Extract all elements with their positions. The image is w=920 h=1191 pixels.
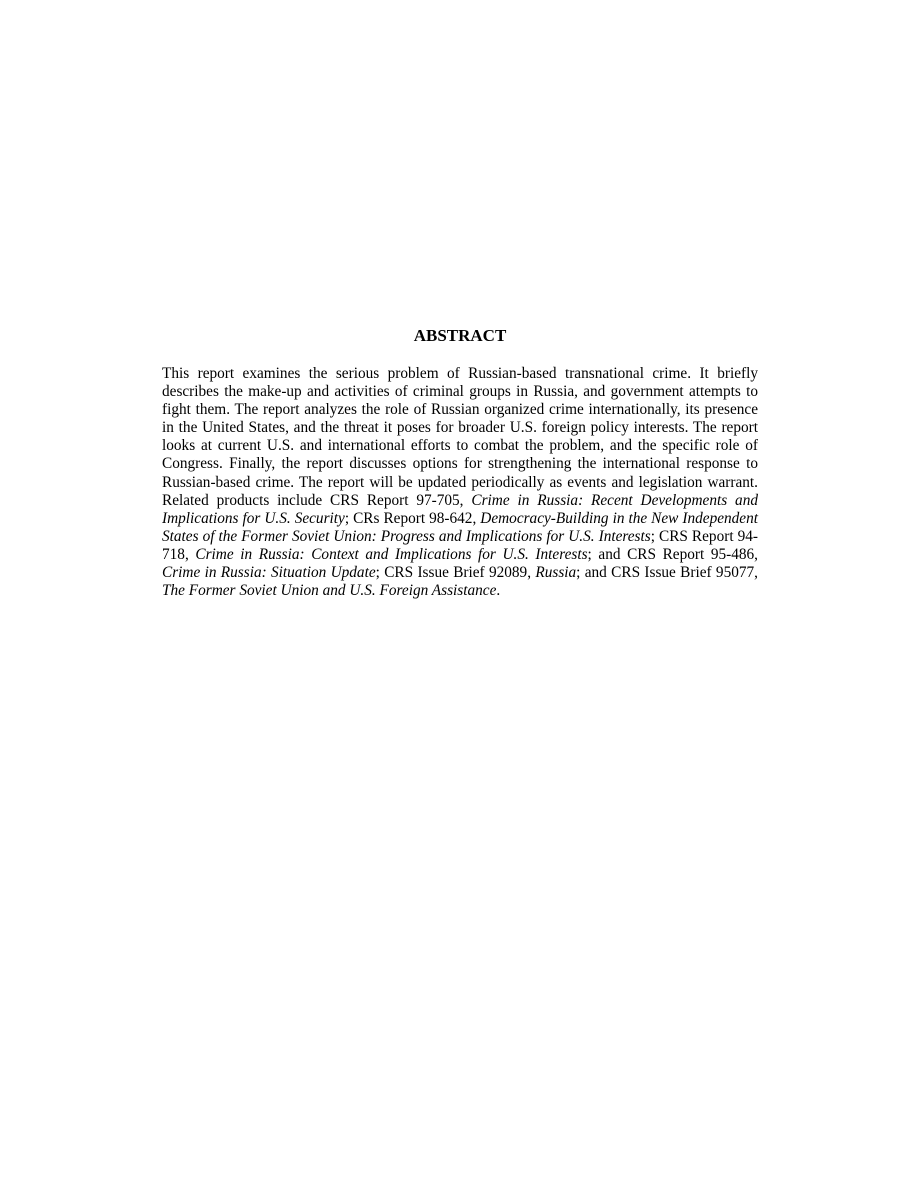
report-title-95-486: Crime in Russia: Situation Update — [162, 564, 376, 582]
report-title-98-642: Democracy-Building in the New Independent States of the Former Soviet Union: Progress and Implications for U.S. Interests — [162, 509, 758, 545]
abstract-heading: ABSTRACT — [413, 326, 507, 345]
issue-brief-title-95077: The Former Soviet Union and U.S. Foreign Assistance — [162, 582, 497, 600]
issue-brief-title-92089: Russia — [535, 564, 577, 582]
abstract-text-ref-94-718: ; CRS Report 94-718, — [162, 527, 758, 563]
abstract-text-ref-95077: ; and CRS Issue Brief 95077, — [576, 564, 758, 582]
abstract-section — [162, 326, 758, 600]
abstract-paragraph — [162, 365, 758, 600]
report-title-94-718: Crime in Russia: Context and Implications for U.S. Interests — [195, 545, 588, 563]
abstract-text-ref-95-486: ; and CRS Report 95-486, — [587, 545, 759, 563]
abstract-text-intro: This report examines the serious problem of Russian-based transnational crime. It briefly describes the make-up and activities of criminal groups in Russia, and government attempts to fight them. The report analyzes the role of Russian organized crime internationally, its presence in the United States, and the threat it poses for broader U.S. foreign policy interests. The report looks at current U.S. and international efforts to combat the problem, and the specific role of Congress. Finally, the report discusses options for strengthening the international response to Russian-based crime. The report will be updated periodically as events and legislation warrant. Related products include CRS Report 97-705, — [162, 365, 758, 509]
abstract-text-end: . — [496, 582, 501, 600]
report-title-97-705: Crime in Russia: Recent Developments and Implications for U.S. Security — [162, 491, 759, 527]
abstract-text-ref-92089: ; CRS Issue Brief 92089, — [375, 564, 536, 582]
abstract-text-ref-98-642: ; CRs Report 98-642, — [344, 509, 481, 527]
